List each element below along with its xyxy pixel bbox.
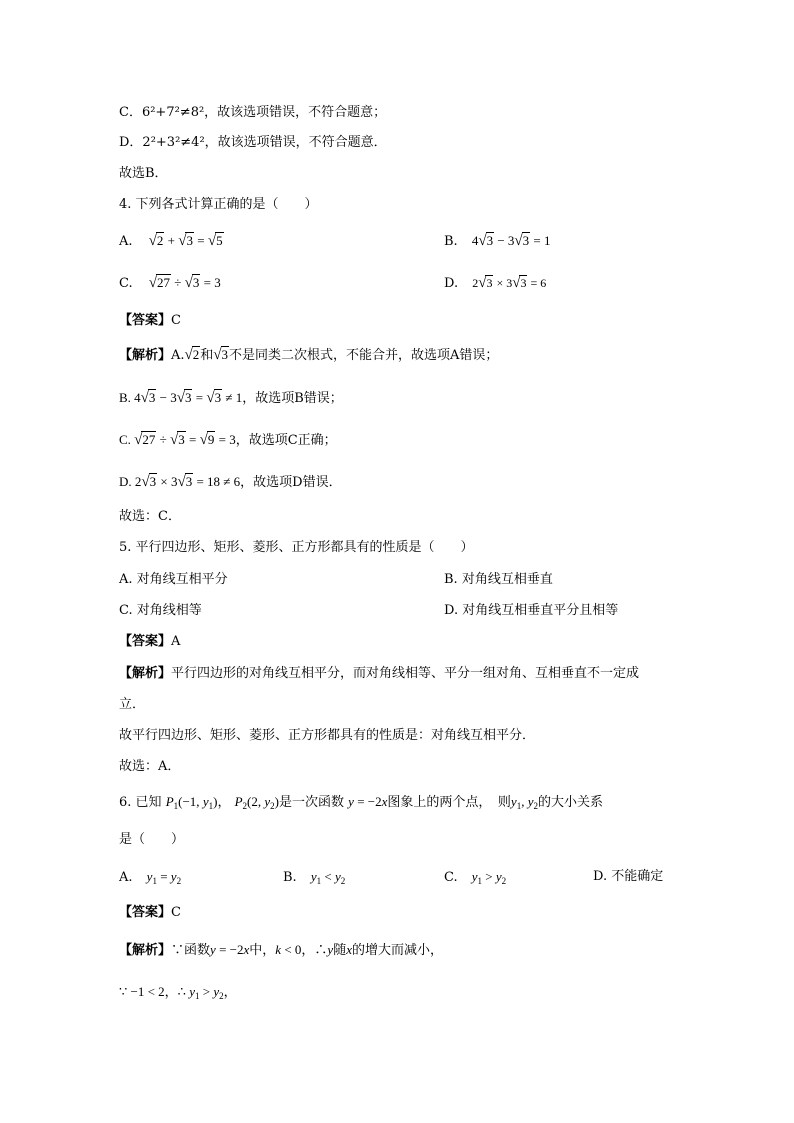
analysis-label: 【解析】 bbox=[119, 943, 172, 958]
q6-analysis-1: 【解析】∵函数y = −2x中，k < 0，∴y随x的增大而减小， bbox=[119, 942, 444, 958]
stem-text: 6. 已知 bbox=[119, 795, 162, 810]
analysis-text: 随 bbox=[333, 943, 347, 958]
analysis-formula: D. 2√3 × 3√3 = 18 ≠ 6 bbox=[119, 474, 241, 490]
analysis-text: ，故选项B错误； bbox=[242, 391, 343, 406]
q4-analysis-c bbox=[119, 430, 337, 451]
q3-option-c-analysis: C．6²+7²≠8²，故该选项错误，不符合题意； bbox=[119, 105, 387, 120]
q5-answer bbox=[119, 632, 180, 652]
option-label: A. bbox=[119, 870, 133, 885]
q4-option-b bbox=[444, 231, 550, 252]
q6-analysis-2 bbox=[119, 982, 237, 1006]
answer-value: C bbox=[171, 313, 181, 328]
q6-option-a bbox=[119, 867, 181, 891]
q5-choice: 故选：A． bbox=[119, 759, 181, 774]
stem-text: 是一次函数 bbox=[279, 795, 345, 810]
q5-analysis-3: 故平行四边形、矩形、菱形、正方形都具有的性质是：对角线互相平分． bbox=[119, 728, 536, 743]
q6-stem-line2: 是（ ） bbox=[119, 832, 185, 847]
q4-analysis-a: 【解析】A.√2和√3不是同类二次根式，不能合并，故选项A错误； bbox=[119, 347, 499, 363]
q4-option-b-label: B. bbox=[444, 234, 458, 249]
function-formula: y = −2x bbox=[348, 794, 388, 809]
y1-y2: $y_1$, $y_2$ bbox=[510, 794, 538, 811]
q4-option-d bbox=[444, 273, 546, 294]
q4-option-a bbox=[119, 231, 224, 252]
q5-option-d: D. 对角线互相垂直平分且相等 bbox=[444, 603, 619, 618]
q6-answer bbox=[119, 903, 181, 923]
q4-option-d-formula: 2√3 × 3√3 = 6 bbox=[472, 275, 547, 291]
q4-option-c-formula: √27 ÷ √3 = 3 bbox=[148, 275, 221, 291]
q4-stem: 4. 下列各式计算正确的是（ ） bbox=[119, 197, 318, 212]
analysis-text: ∵函数 bbox=[171, 943, 211, 958]
point-p2: $P_2(2$, $y_2$) bbox=[234, 794, 279, 811]
stem-text: 图象上的两个点， 则 bbox=[387, 795, 511, 810]
q4-option-d-label: D. bbox=[444, 276, 459, 291]
q6-option-c bbox=[444, 867, 506, 891]
q3-choice: 故选B． bbox=[119, 166, 168, 181]
analysis-text: 中， bbox=[249, 943, 276, 958]
q3-option-d-analysis: D．2²+3²≠4²，故该选项错误，不符合题意． bbox=[119, 135, 387, 150]
q6-stem-line1: 6. 已知 $P_1(-1$, $y_1$)， $P_2(2$, $y_2$)是一次函数 y = −2x图象上的两个点， 则$y_1$, $y_2$的大小关系 bbox=[119, 794, 603, 811]
q5-option-b: B. 对角线互相垂直 bbox=[444, 572, 553, 587]
analysis-label: 【解析】 bbox=[119, 666, 172, 681]
analysis-text: ，∴ bbox=[301, 943, 328, 958]
k-condition: k < 0 bbox=[275, 942, 302, 957]
answer-value: A bbox=[171, 634, 181, 649]
analysis-text: 的增大而减小， bbox=[352, 943, 444, 958]
option-formula: $y_1 < y_2$ bbox=[310, 869, 346, 886]
answer-label: 【答案】 bbox=[119, 313, 172, 328]
answer-label: 【答案】 bbox=[119, 905, 172, 920]
q4-option-b-formula: 4√3 − 3√3 = 1 bbox=[471, 233, 551, 249]
analysis-formula: C. √27 ÷ √3 = √9 = 3 bbox=[119, 432, 236, 448]
function-formula: y = −2x bbox=[210, 942, 250, 957]
analysis-text: ，故选项D错误． bbox=[240, 475, 342, 490]
q4-option-c bbox=[119, 273, 221, 294]
q4-choice: 故选：C． bbox=[119, 509, 181, 524]
answer-value: C bbox=[171, 905, 181, 920]
q4-option-a-label: A. bbox=[119, 234, 133, 249]
option-formula: $y_1 > y_2$ bbox=[471, 869, 507, 886]
analysis-formula: ∵ −1 < 2，∴ $y_1 > y_2$， bbox=[119, 984, 237, 1001]
analysis-text: 和 bbox=[200, 348, 214, 363]
q5-option-a: A. 对角线互相平分 bbox=[119, 572, 228, 587]
analysis-label: 【解析】 bbox=[119, 348, 172, 363]
q4-analysis-b bbox=[119, 388, 343, 409]
q4-option-c-label: C. bbox=[119, 276, 133, 291]
stem-text: 的大小关系 bbox=[537, 795, 603, 810]
q5-option-c: C. 对角线相等 bbox=[119, 603, 202, 618]
q4-option-a-formula: √2 + √3 = √5 bbox=[148, 233, 223, 249]
analysis-formula: B. 4√3 − 3√3 = √3 ≠ 1 bbox=[119, 390, 243, 406]
q4-analysis-d bbox=[119, 472, 342, 493]
analysis-text: 平行四边形的对角线互相平分，而对角线相等、平分一组对角、互相垂直不一定成 bbox=[171, 666, 640, 681]
option-label: C. bbox=[444, 870, 458, 885]
analysis-text: ，故选项C正确； bbox=[235, 433, 337, 448]
q4-answer bbox=[119, 311, 181, 331]
analysis-text: 不是同类二次根式，不能合并，故选项A错误； bbox=[229, 348, 499, 363]
analysis-text: A. bbox=[171, 348, 185, 363]
q5-stem: 5. 平行四边形、矩形、菱形、正方形都具有的性质是（ ） bbox=[119, 540, 474, 555]
q5-analysis-2: 立． bbox=[119, 697, 146, 712]
option-label: B. bbox=[283, 870, 297, 885]
q6-option-d: D. 不能确定 bbox=[593, 869, 664, 884]
q6-option-b bbox=[283, 867, 345, 891]
option-formula: $y_1 = y_2$ bbox=[146, 869, 182, 886]
q5-analysis-1 bbox=[119, 664, 639, 684]
point-p1: $P_1(-1$, $y_1$) bbox=[165, 794, 218, 811]
answer-label: 【答案】 bbox=[119, 634, 172, 649]
